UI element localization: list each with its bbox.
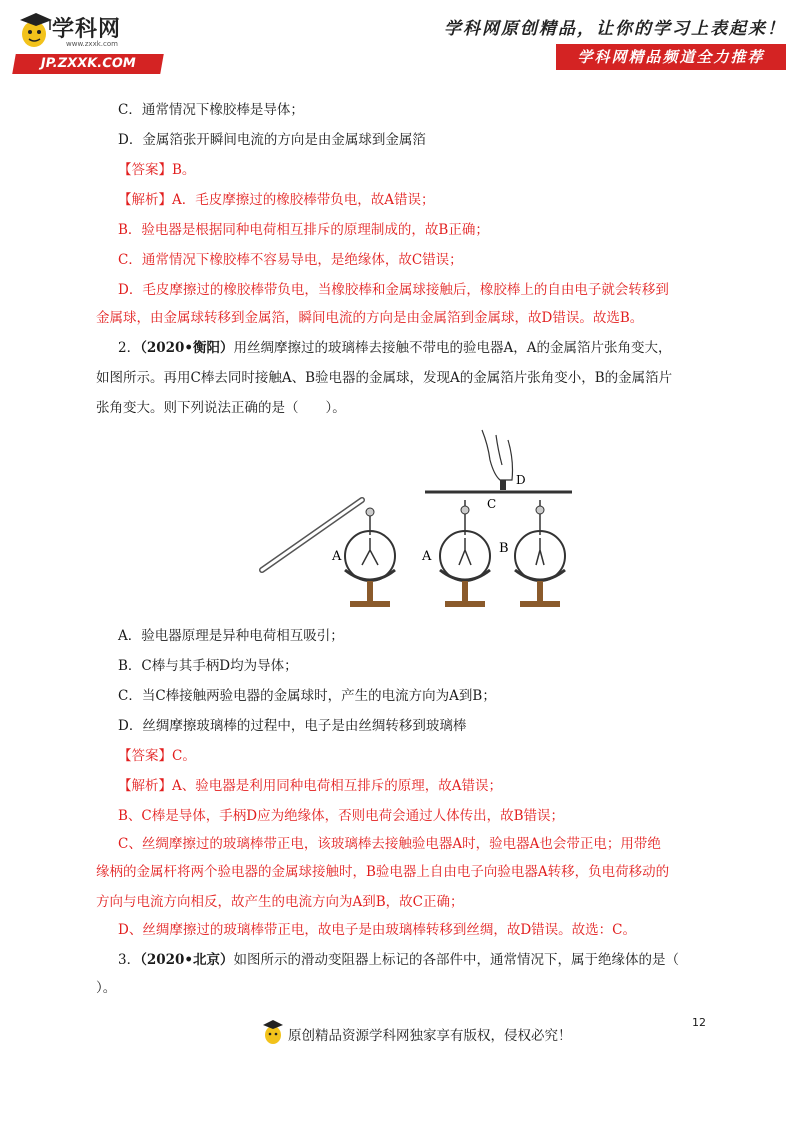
page-footer: [0, 1010, 800, 1060]
q3-stem-end: ）。: [96, 980, 117, 996]
electroscope-a-left: [345, 508, 395, 607]
q2-analysis-line: 【解析】A、验电器是利用同种电荷相互排斥的原理，故A错误；: [118, 778, 502, 794]
q1-option-c: C．通常情况下橡胶棒是导体；: [118, 102, 304, 118]
logo-url[interactable]: JP.ZXXK.COM: [12, 54, 164, 74]
q2-analysis-line: D、丝绸摩擦过的玻璃棒带正电，故电子是由玻璃棒转移到丝绸，故D错误。故选：C。: [118, 922, 636, 938]
logo-name: 学科网: [52, 17, 122, 42]
header-slogan: 学科网原创精品，让你的学习上表起来！: [444, 19, 786, 39]
q3-number: 3．: [118, 952, 141, 968]
q2-source: （2020•衡阳）: [140, 340, 234, 356]
q2-analysis-line: 缘柄的金属杆将两个验电器的金属球接触时，B验电器上自由电子向验电器A转移，负电荷移动的: [96, 864, 670, 880]
electroscope-b: [515, 500, 565, 607]
q2-stem-line1: [118, 336, 672, 356]
q2-analysis-line: 方向与电流方向相反，故产生的电流方向为A到B，故C正确；: [96, 894, 464, 910]
channel-banner[interactable]: 学科网精品频道全力推荐: [556, 44, 786, 70]
label-d: D: [516, 473, 526, 487]
q1-analysis-line: 金属球，由金属球转移到金属箔，瞬间电流的方向是由金属箔到金属球，故D错误。故选B。: [96, 310, 644, 326]
q1-analysis-line: D．毛皮摩擦过的橡胶棒带负电，当橡胶棒和金属球接触后，橡胶棒上的自由电子就会转移到: [118, 282, 669, 298]
page-number: 12: [692, 1016, 706, 1029]
logo-sub: www.zxxk.com: [66, 40, 118, 48]
hand-icon: [482, 430, 513, 490]
label-b: B: [499, 541, 509, 556]
label-a-left: A: [332, 549, 342, 564]
q3-stem: [118, 948, 679, 968]
electroscope-a-mid: [440, 500, 490, 607]
glass-rod: [262, 500, 362, 570]
q2-option-c: C．当C棒接触两验电器的金属球时，产生的电流方向为A到B；: [118, 688, 496, 704]
q2-stem-line: 张角变大。则下列说法正确的是（ ）。: [96, 400, 346, 416]
q2-answer: 【答案】C。: [118, 748, 196, 764]
q1-answer: 【答案】B。: [118, 162, 196, 178]
q2-stem-text: 用丝绸摩擦过的玻璃棒去接触不带电的验电器A，A的金属箔片张角变大，: [233, 340, 672, 356]
page-header: [0, 0, 800, 80]
q2-number: 2．: [118, 340, 141, 356]
label-c: C: [487, 497, 497, 511]
q3-stem-text: 如图所示的滑动变阻器上标记的各部件中，通常情况下，属于绝缘体的是（: [233, 952, 680, 968]
mascot-icon: [262, 1018, 284, 1046]
q2-analysis-line: C、丝绸摩擦过的玻璃棒带正电，该玻璃棒去接触验电器A时，验电器A也会带正电；用带绝: [118, 836, 661, 852]
q2-option-b: B．C棒与其手柄D均为导体；: [118, 658, 298, 674]
copyright-notice: 原创精品资源学科网独家享有版权，侵权必究！: [288, 1028, 572, 1044]
q2-option-d: D．丝绸摩擦玻璃棒的过程中，电子是由丝绸转移到玻璃棒: [118, 718, 467, 734]
q1-analysis-line: C．通常情况下橡胶棒不容易导电，是绝缘体，故C错误；: [118, 252, 463, 268]
zxxk-logo[interactable]: [14, 10, 164, 72]
q1-option-d: D．金属箔张开瞬间电流的方向是由金属球到金属箔: [118, 132, 426, 148]
electroscope-figure: [250, 420, 590, 620]
q3-source: （2020•北京）: [140, 952, 234, 968]
label-a-mid: A: [422, 549, 432, 564]
q2-stem-line: 如图所示。再用C棒去同时接触A、B验电器的金属球，发现A的金属箔片张角变小，B的金属箔片: [96, 370, 673, 386]
handle-d: [500, 480, 506, 490]
q1-analysis-line: B．验电器是根据同种电荷相互排斥的原理制成的，故B正确；: [118, 222, 489, 238]
mascot-icon: [14, 10, 56, 50]
q2-option-a: A．验电器原理是异种电荷相互吸引；: [118, 628, 344, 644]
q2-analysis-line: B、C棒是导体，手柄D应为绝缘体，否则电荷会通过人体传出，故B错误；: [118, 808, 564, 824]
q1-analysis-line: 【解析】A．毛皮摩擦过的橡胶棒带负电，故A错误；: [118, 192, 435, 208]
